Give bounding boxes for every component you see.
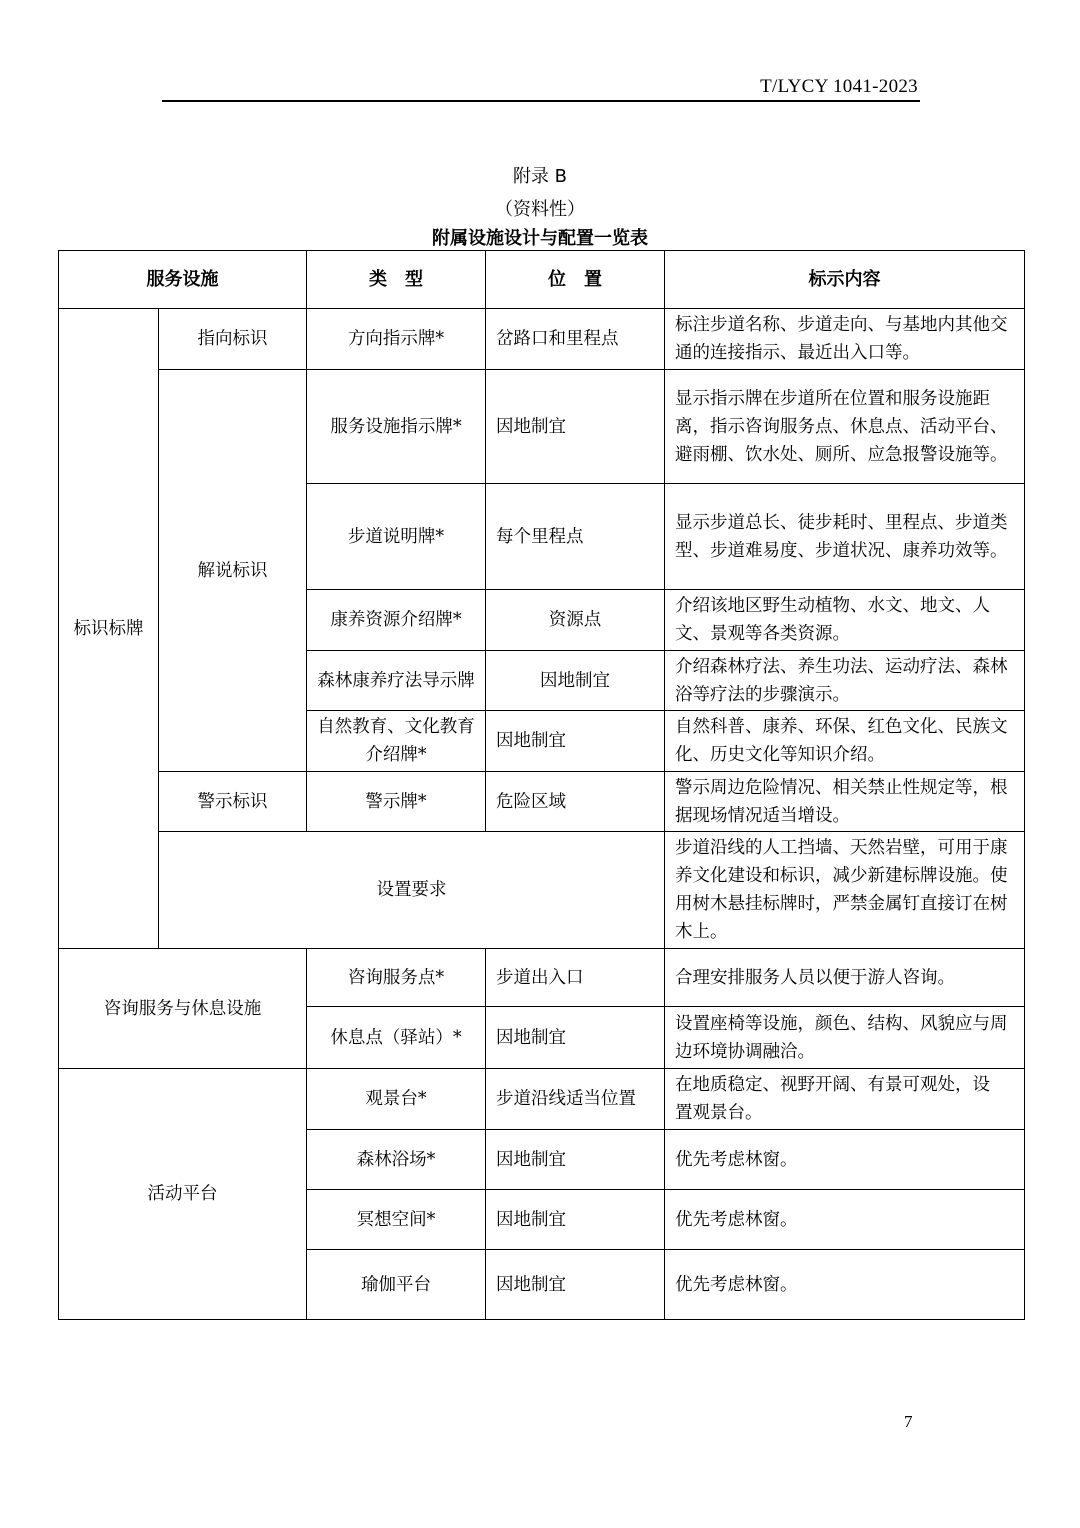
table-row	[59, 1069, 1025, 1130]
group-label-signs: 标识标牌	[59, 309, 159, 949]
cell-type: 警示牌*	[307, 772, 486, 832]
cell-location: 步道沿线适当位置	[486, 1069, 665, 1130]
cell-location: 资源点	[486, 590, 665, 651]
cell-type: 咨询服务点*	[307, 949, 486, 1007]
cell-content: 自然科普、康养、环保、红色文化、民族文化、历史文化等知识介绍。	[665, 711, 1025, 772]
cell-location: 因地制宜	[486, 1007, 665, 1069]
appendix-nature: （资料性）	[495, 199, 585, 220]
cell-content: 优先考虑林窗。	[665, 1250, 1025, 1320]
page-number: 7	[904, 1412, 913, 1431]
table-row	[59, 949, 1025, 1007]
header-type: 类 型	[307, 251, 486, 309]
cell-content: 介绍森林疗法、养生功法、运动疗法、森林浴等疗法的步骤演示。	[665, 651, 1025, 711]
cell-type: 方向指示牌*	[307, 309, 486, 370]
header-content: 标示内容	[665, 251, 1025, 309]
table-row	[59, 309, 1025, 370]
cell-type: 瑜伽平台	[307, 1250, 486, 1320]
cell-content: 合理安排服务人员以便于游人咨询。	[665, 949, 1025, 1007]
cell-content: 显示步道总长、徒步耗时、里程点、步道类型、步道难易度、步道状况、康养功效等。	[665, 484, 1025, 590]
table-row	[59, 370, 1025, 484]
cell-content: 在地质稳定、视野开阔、有景可观处，设置观景台。	[665, 1069, 1025, 1130]
cell-location: 因地制宜	[486, 651, 665, 711]
cell-type: 自然教育、文化教育介绍牌*	[307, 711, 486, 772]
group-label-rest: 咨询服务与休息设施	[59, 949, 307, 1069]
header-service: 服务设施	[59, 251, 307, 309]
requirements-content: 步道沿线的人工挡墙、天然岩壁，可用于康养文化建设和标识，减少新建标牌设施。使用树木悬挂标牌时，严禁金属钉直接订在树木上。	[665, 832, 1025, 949]
table-title: 附属设施设计与配置一览表	[432, 228, 648, 249]
appendix-label: 附录 B	[512, 166, 568, 187]
subgroup-label-interpretive: 解说标识	[159, 370, 307, 772]
cell-location: 因地制宜	[486, 1250, 665, 1320]
cell-content: 优先考虑林窗。	[665, 1130, 1025, 1190]
cell-type: 步道说明牌*	[307, 484, 486, 590]
table-row	[59, 772, 1025, 832]
facilities-table	[58, 250, 1025, 1320]
requirements-label: 设置要求	[159, 832, 665, 949]
cell-type: 康养资源介绍牌*	[307, 590, 486, 651]
cell-location: 岔路口和里程点	[486, 309, 665, 370]
cell-content: 显示指示牌在步道所在位置和服务设施距离，指示咨询服务点、休息点、活动平台、避雨棚、饮水处、厕所、应急报警设施等。	[665, 370, 1025, 484]
cell-location: 因地制宜	[486, 1190, 665, 1250]
standard-number: T/LYCY 1041-2023	[760, 76, 918, 97]
subgroup-label-warning: 警示标识	[159, 772, 307, 832]
cell-type: 森林康养疗法导示牌	[307, 651, 486, 711]
cell-type: 冥想空间*	[307, 1190, 486, 1250]
cell-content: 介绍该地区野生动植物、水文、地文、人文、景观等各类资源。	[665, 590, 1025, 651]
cell-content: 优先考虑林窗。	[665, 1190, 1025, 1250]
cell-location: 危险区域	[486, 772, 665, 832]
cell-location: 因地制宜	[486, 711, 665, 772]
cell-type: 休息点（驿站）*	[307, 1007, 486, 1069]
cell-content: 标注步道名称、步道走向、与基地内其他交通的连接指示、最近出入口等。	[665, 309, 1025, 370]
header-location: 位 置	[486, 251, 665, 309]
table-header-row	[59, 251, 1025, 309]
cell-content: 警示周边危险情况、相关禁止性规定等，根据现场情况适当增设。	[665, 772, 1025, 832]
cell-location: 因地制宜	[486, 370, 665, 484]
group-label-activity: 活动平台	[59, 1069, 307, 1320]
table-row	[59, 832, 1025, 949]
cell-content: 设置座椅等设施，颜色、结构、风貌应与周边环境协调融洽。	[665, 1007, 1025, 1069]
cell-type: 观景台*	[307, 1069, 486, 1130]
cell-location: 因地制宜	[486, 1130, 665, 1190]
cell-type: 森林浴场*	[307, 1130, 486, 1190]
subgroup-label-direction: 指向标识	[159, 309, 307, 370]
cell-type: 服务设施指示牌*	[307, 370, 486, 484]
cell-location: 每个里程点	[486, 484, 665, 590]
cell-location: 步道出入口	[486, 949, 665, 1007]
header-rule	[162, 100, 920, 102]
